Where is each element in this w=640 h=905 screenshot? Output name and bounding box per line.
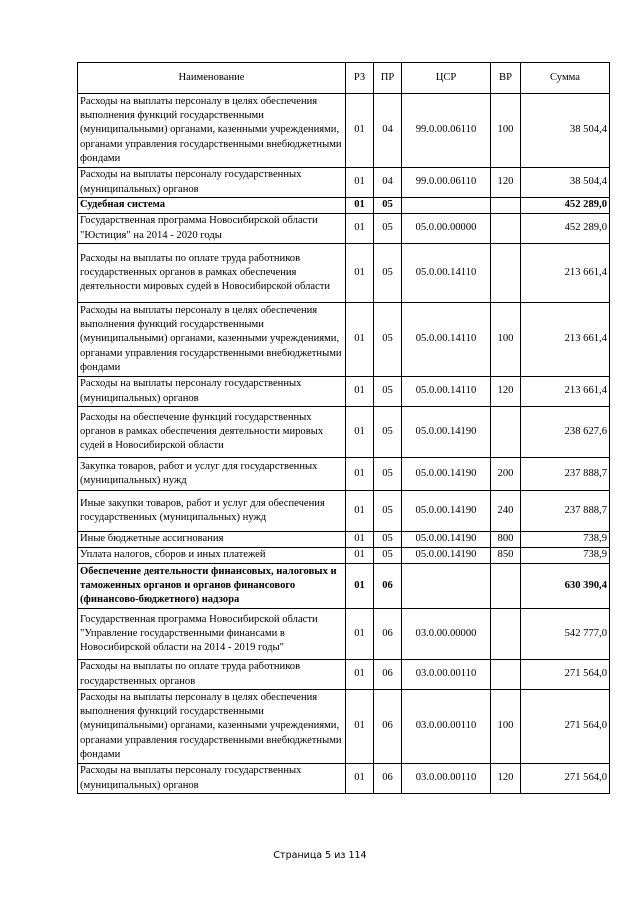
table-row bbox=[78, 690, 610, 764]
row-name: Расходы на выплаты персоналу в целях обеспечения выполнения функций государственными (муниципальными) органами, казенными учреждениями, органами управления государственными внебюджетными фондами bbox=[78, 94, 346, 168]
row-rz: 01 bbox=[346, 660, 374, 690]
table-row bbox=[78, 407, 610, 458]
row-vr bbox=[491, 609, 521, 660]
row-rz: 01 bbox=[346, 690, 374, 764]
row-rz: 01 bbox=[346, 764, 374, 794]
row-name: Государственная программа Новосибирской области "Юстиция" на 2014 - 2020 годы bbox=[78, 214, 346, 244]
header-csr: ЦСР bbox=[402, 63, 491, 94]
row-vr bbox=[491, 244, 521, 303]
table-row bbox=[78, 764, 610, 794]
row-sum: 271 564,0 bbox=[521, 690, 610, 764]
row-name: Иные закупки товаров, работ и услуг для обеспечения государственных (муниципальных) нужд bbox=[78, 491, 346, 532]
row-sum: 452 289,0 bbox=[521, 198, 610, 214]
row-sum: 237 888,7 bbox=[521, 458, 610, 491]
row-sum: 38 504,4 bbox=[521, 94, 610, 168]
row-sum: 237 888,7 bbox=[521, 491, 610, 532]
row-rz: 01 bbox=[346, 407, 374, 458]
row-pr: 05 bbox=[374, 303, 402, 377]
row-pr: 06 bbox=[374, 764, 402, 794]
header-sum: Сумма bbox=[521, 63, 610, 94]
row-name: Иные бюджетные ассигнования bbox=[78, 532, 346, 548]
row-csr: 05.0.00.14190 bbox=[402, 458, 491, 491]
row-csr: 03.0.00.00110 bbox=[402, 690, 491, 764]
row-csr: 05.0.00.14110 bbox=[402, 377, 491, 407]
row-sum: 238 627,6 bbox=[521, 407, 610, 458]
row-name: Государственная программа Новосибирской области "Управление государственными финансами в Новосибирской области на 2014 - 2019 годы" bbox=[78, 609, 346, 660]
row-rz: 01 bbox=[346, 532, 374, 548]
row-csr: 99.0.00.06110 bbox=[402, 94, 491, 168]
row-csr: 03.0.00.00000 bbox=[402, 609, 491, 660]
table-row bbox=[78, 548, 610, 564]
table-row bbox=[78, 609, 610, 660]
table-row bbox=[78, 214, 610, 244]
table-row bbox=[78, 244, 610, 303]
row-csr: 03.0.00.00110 bbox=[402, 660, 491, 690]
row-rz: 01 bbox=[346, 303, 374, 377]
row-sum: 738,9 bbox=[521, 532, 610, 548]
row-pr: 05 bbox=[374, 548, 402, 564]
table-row bbox=[78, 564, 610, 609]
row-pr: 04 bbox=[374, 94, 402, 168]
row-name: Обеспечение деятельности финансовых, налоговых и таможенных органов и органов финансового (финансово-бюджетного) надзора bbox=[78, 564, 346, 609]
row-csr: 05.0.00.14110 bbox=[402, 244, 491, 303]
row-sum: 630 390,4 bbox=[521, 564, 610, 609]
row-pr: 06 bbox=[374, 660, 402, 690]
row-sum: 271 564,0 bbox=[521, 660, 610, 690]
row-name: Расходы на выплаты персоналу государственных (муниципальных) органов bbox=[78, 764, 346, 794]
header-pr: ПР bbox=[374, 63, 402, 94]
row-sum: 213 661,4 bbox=[521, 244, 610, 303]
page-number: Страница 5 из 114 bbox=[273, 850, 367, 861]
row-csr: 99.0.00.06110 bbox=[402, 168, 491, 198]
row-sum: 38 504,4 bbox=[521, 168, 610, 198]
row-pr: 05 bbox=[374, 214, 402, 244]
row-csr: 05.0.00.14190 bbox=[402, 532, 491, 548]
row-rz: 01 bbox=[346, 198, 374, 214]
row-csr: 05.0.00.14190 bbox=[402, 548, 491, 564]
row-vr bbox=[491, 214, 521, 244]
row-vr bbox=[491, 660, 521, 690]
row-vr: 120 bbox=[491, 377, 521, 407]
row-pr: 06 bbox=[374, 609, 402, 660]
row-vr: 100 bbox=[491, 94, 521, 168]
row-name: Расходы на выплаты персоналу государственных (муниципальных) органов bbox=[78, 377, 346, 407]
row-vr: 120 bbox=[491, 168, 521, 198]
header-rz: РЗ bbox=[346, 63, 374, 94]
row-pr: 05 bbox=[374, 458, 402, 491]
row-pr: 05 bbox=[374, 198, 402, 214]
row-rz: 01 bbox=[346, 377, 374, 407]
table-row bbox=[78, 168, 610, 198]
row-pr: 05 bbox=[374, 244, 402, 303]
row-pr: 05 bbox=[374, 377, 402, 407]
budget-table bbox=[77, 62, 610, 794]
row-csr bbox=[402, 564, 491, 609]
table-row bbox=[78, 660, 610, 690]
row-rz: 01 bbox=[346, 168, 374, 198]
row-sum: 213 661,4 bbox=[521, 303, 610, 377]
row-vr: 200 bbox=[491, 458, 521, 491]
row-rz: 01 bbox=[346, 548, 374, 564]
row-pr: 06 bbox=[374, 564, 402, 609]
table-header-row bbox=[78, 63, 610, 94]
row-rz: 01 bbox=[346, 94, 374, 168]
row-vr bbox=[491, 198, 521, 214]
table-row bbox=[78, 303, 610, 377]
row-csr: 05.0.00.00000 bbox=[402, 214, 491, 244]
table-row bbox=[78, 377, 610, 407]
header-vr: ВР bbox=[491, 63, 521, 94]
row-pr: 06 bbox=[374, 690, 402, 764]
row-vr: 100 bbox=[491, 690, 521, 764]
row-rz: 01 bbox=[346, 564, 374, 609]
row-rz: 01 bbox=[346, 609, 374, 660]
row-pr: 05 bbox=[374, 532, 402, 548]
row-sum: 452 289,0 bbox=[521, 214, 610, 244]
row-sum: 213 661,4 bbox=[521, 377, 610, 407]
row-vr bbox=[491, 564, 521, 609]
row-sum: 738,9 bbox=[521, 548, 610, 564]
table-row bbox=[78, 491, 610, 532]
row-name: Закупка товаров, работ и услуг для государственных (муниципальных) нужд bbox=[78, 458, 346, 491]
row-csr: 05.0.00.14190 bbox=[402, 491, 491, 532]
row-csr bbox=[402, 198, 491, 214]
table-row bbox=[78, 198, 610, 214]
row-name: Судебная система bbox=[78, 198, 346, 214]
row-pr: 05 bbox=[374, 491, 402, 532]
row-vr: 120 bbox=[491, 764, 521, 794]
row-name: Уплата налогов, сборов и иных платежей bbox=[78, 548, 346, 564]
row-vr: 850 bbox=[491, 548, 521, 564]
row-name: Расходы на выплаты персоналу в целях обеспечения выполнения функций государственными (муниципальными) органами, казенными учреждениями, органами управления государственными внебюджетными фондами bbox=[78, 303, 346, 377]
row-sum: 271 564,0 bbox=[521, 764, 610, 794]
table-row bbox=[78, 94, 610, 168]
row-pr: 05 bbox=[374, 407, 402, 458]
row-vr: 800 bbox=[491, 532, 521, 548]
row-name: Расходы на выплаты персоналу государственных (муниципальных) органов bbox=[78, 168, 346, 198]
row-rz: 01 bbox=[346, 214, 374, 244]
row-name: Расходы на выплаты по оплате труда работников государственных органов bbox=[78, 660, 346, 690]
row-rz: 01 bbox=[346, 491, 374, 532]
header-name: Наименование bbox=[78, 63, 346, 94]
row-csr: 03.0.00.00110 bbox=[402, 764, 491, 794]
row-csr: 05.0.00.14110 bbox=[402, 303, 491, 377]
table-row bbox=[78, 458, 610, 491]
row-name: Расходы на выплаты по оплате труда работников государственных органов в рамках обеспечения деятельности мировых судей в Новосибирской области bbox=[78, 244, 346, 303]
row-vr bbox=[491, 407, 521, 458]
row-vr: 100 bbox=[491, 303, 521, 377]
row-name: Расходы на обеспечение функций государственных органов в рамках обеспечения деятельности мировых судей в Новосибирской области bbox=[78, 407, 346, 458]
row-csr: 05.0.00.14190 bbox=[402, 407, 491, 458]
table-body bbox=[78, 94, 610, 794]
row-name: Расходы на выплаты персоналу в целях обеспечения выполнения функций государственными (муниципальными) органами, казенными учреждениями, органами управления государственными внебюджетными фондами bbox=[78, 690, 346, 764]
row-rz: 01 bbox=[346, 244, 374, 303]
row-sum: 542 777,0 bbox=[521, 609, 610, 660]
row-rz: 01 bbox=[346, 458, 374, 491]
row-vr: 240 bbox=[491, 491, 521, 532]
table-row bbox=[78, 532, 610, 548]
row-pr: 04 bbox=[374, 168, 402, 198]
